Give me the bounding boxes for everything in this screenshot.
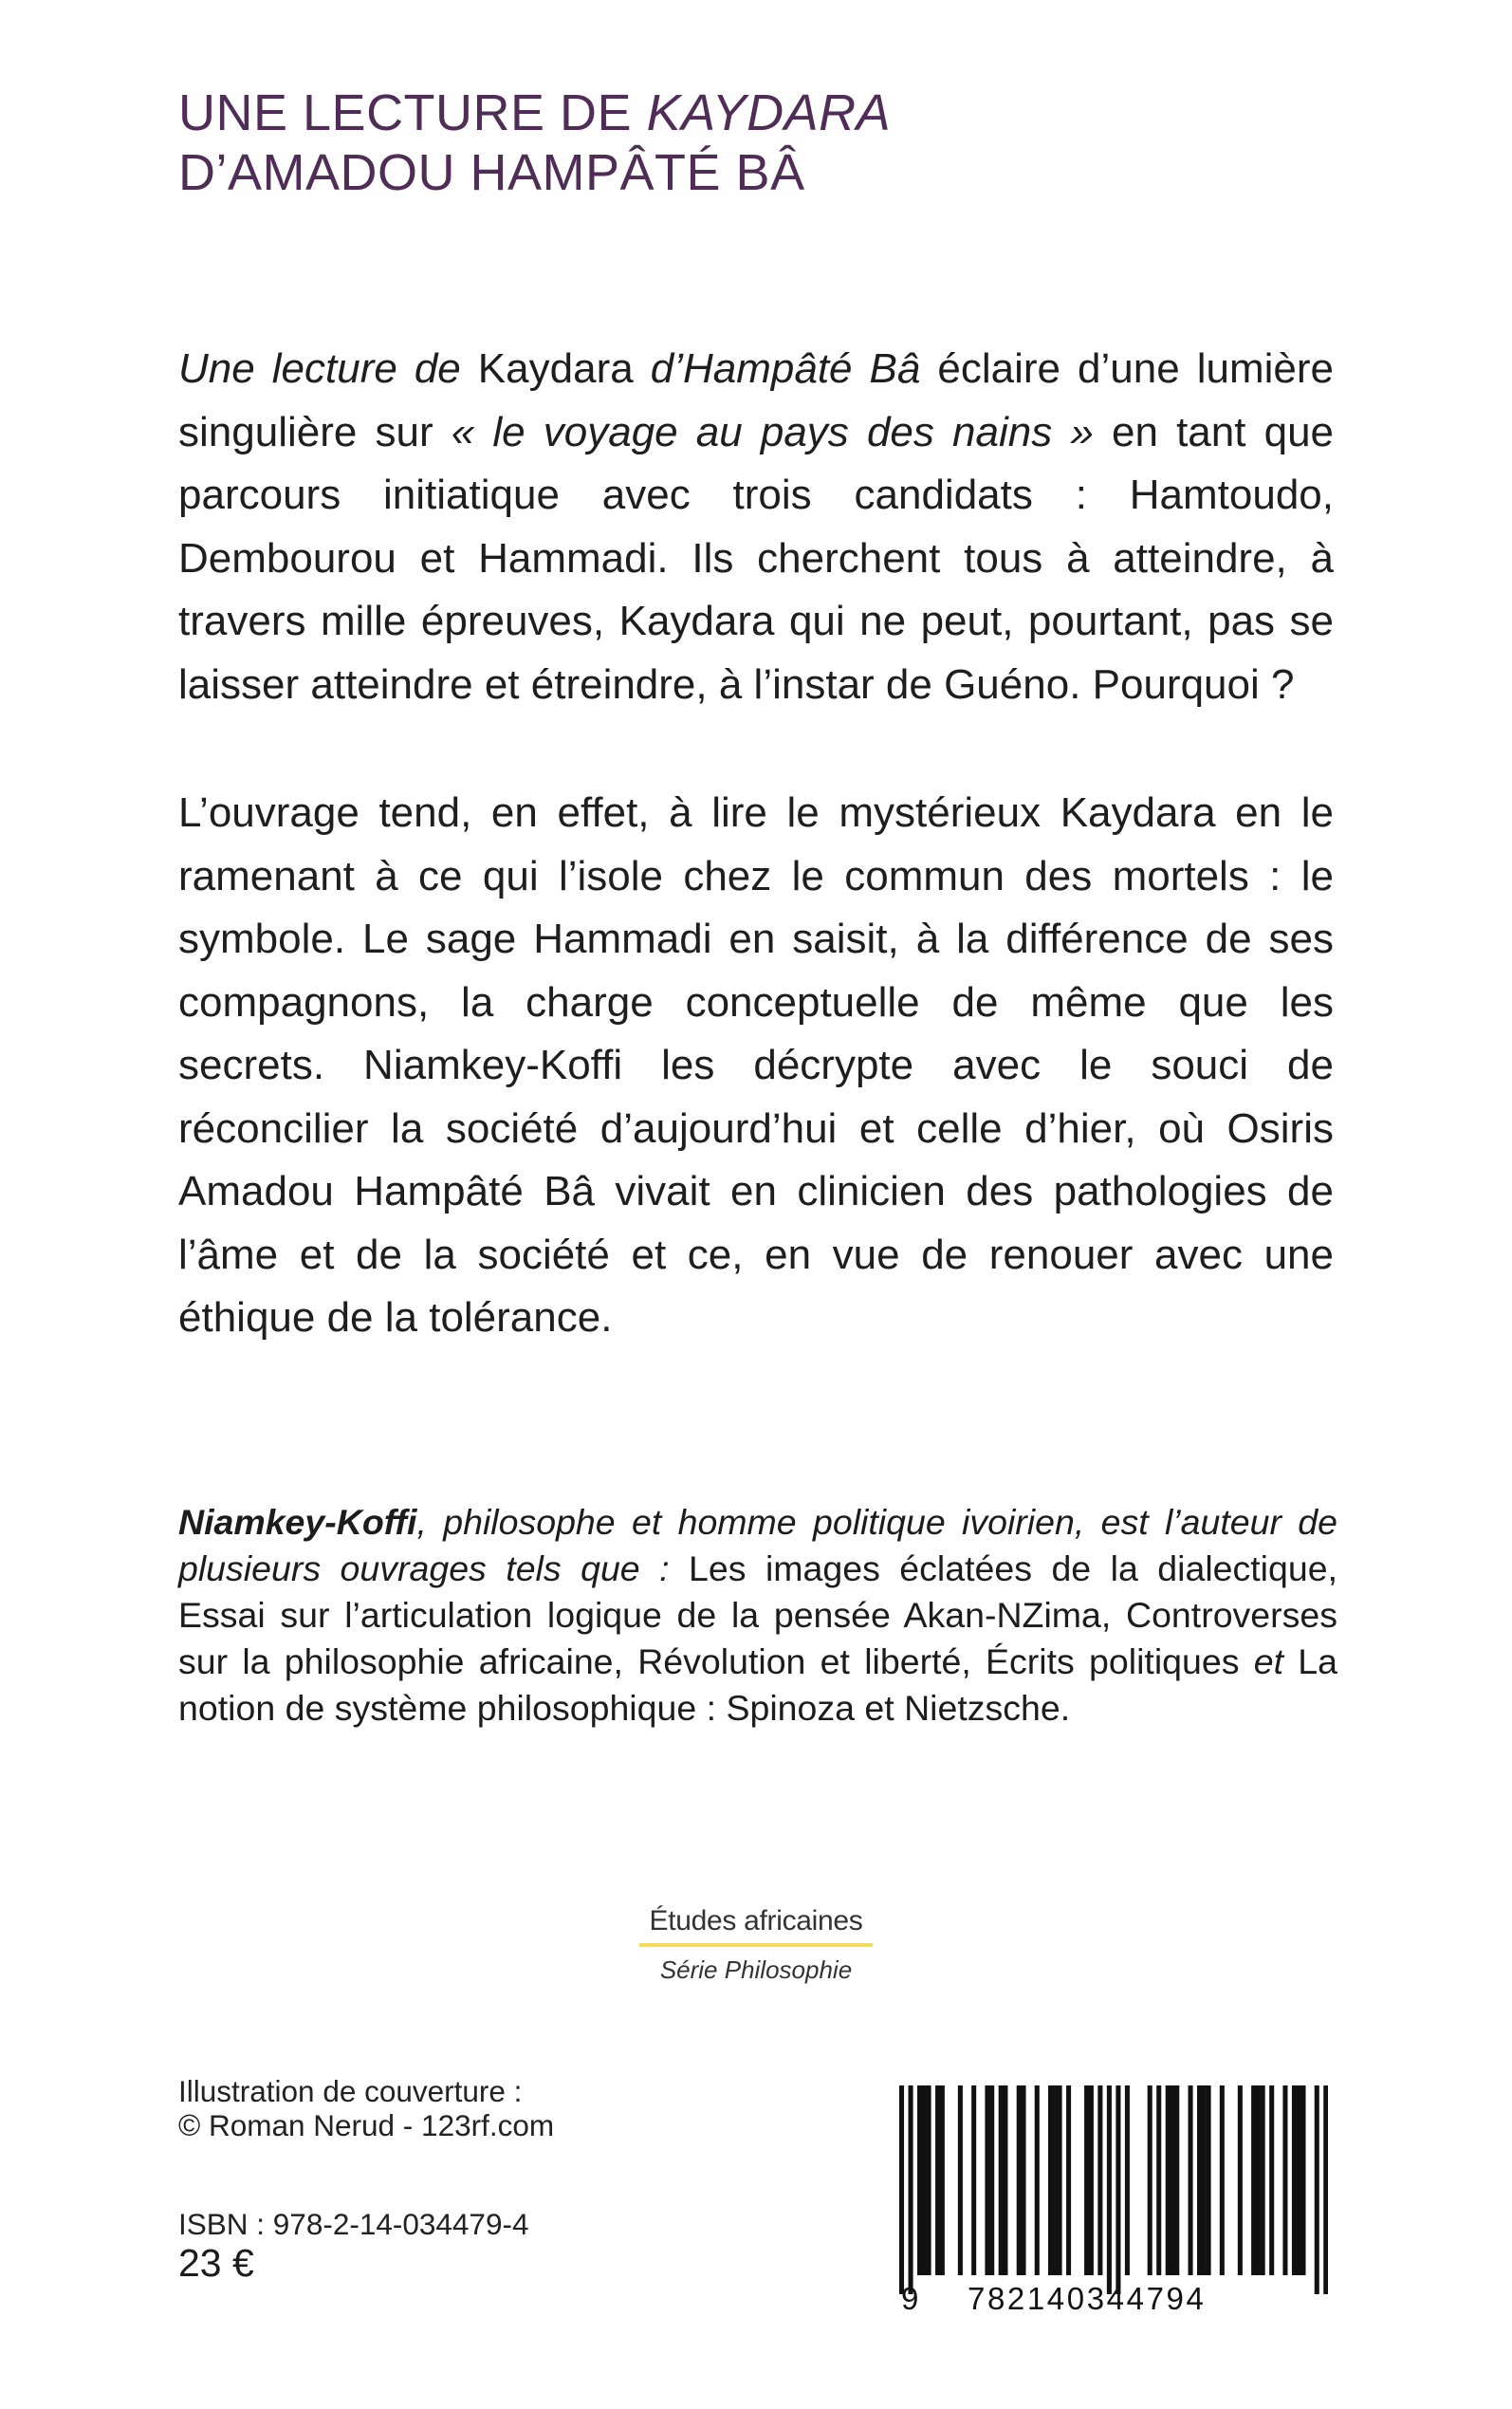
barcode-bar [1089, 2085, 1094, 2275]
barcode-digits-rest: 782140344794 [968, 2281, 1207, 2316]
barcode-bar [1207, 2085, 1211, 2275]
barcode-bar [899, 2085, 904, 2294]
barcode-bar [927, 2085, 931, 2275]
barcode-bar [1256, 2085, 1261, 2275]
barcode-bar [985, 2085, 989, 2275]
barcode-bar [1035, 2085, 1040, 2275]
barcode-bar [1003, 2085, 1007, 2275]
author-name: Niamkey-Koffi [178, 1502, 417, 1542]
barcode-bar [1048, 2085, 1053, 2275]
barcode-bar [971, 2085, 976, 2275]
collection-name: Études africaines [649, 1905, 863, 1936]
barcode-first-digit: 9 [901, 2281, 919, 2316]
barcode-bar [1156, 2085, 1161, 2275]
collection-series: Série Philosophie [659, 1955, 853, 1984]
barcode-bar [1053, 2085, 1058, 2275]
barcode [899, 2085, 1328, 2294]
title-line-1: UNE LECTURE DE KAYDARA [178, 84, 892, 141]
barcode-bar [909, 2085, 913, 2294]
credit-line-1: Illustration de couverture : [178, 2074, 523, 2108]
barcode-bar [1017, 2085, 1022, 2275]
barcode-bar [1297, 2085, 1301, 2275]
barcode-bar [1107, 2085, 1112, 2294]
barcode-bar [1058, 2085, 1062, 2275]
summary-paragraph-1: Une lecture de Kaydara d’Hampâté Bâ éclaire d’une lumière singulière sur « le voyage au pays des nains » en tant que parcours initiatique avec trois candidats : Hamtoudo, Dembourou et Hammadi. Ils cherchent tous à atteindre, à travers mille épreuves, Kaydara qui ne peut, pourtant, pas se laisser atteindre et étreindre, à l’instar de Guéno. Pourquoi ? [178, 345, 1335, 708]
barcode-bar [1251, 2085, 1256, 2275]
barcode-bar [1315, 2085, 1319, 2294]
barcode-bar [922, 2085, 927, 2275]
barcode-bars [899, 2085, 1328, 2294]
barcode-bar [1170, 2085, 1174, 2275]
isbn: ISBN : 978-2-14-034479-4 [178, 2207, 529, 2241]
barcode-bar [1148, 2085, 1152, 2275]
title-italic: KAYDARA [646, 84, 892, 141]
barcode-bar [1292, 2085, 1297, 2275]
collection-logo [639, 1902, 873, 1986]
book-title [178, 83, 891, 203]
barcode-bar [1066, 2085, 1071, 2275]
barcode-bar [935, 2085, 940, 2275]
author-bio: Niamkey-Koffi, philosophe et homme politique ivoirien, est l’auteur de plusieurs ouvrages tels que : Les images éclatées de la dialectique, Essai sur l’articulation logique de la pensée Akan-NZima, Controverses sur la philosophie africaine, Révolution et liberté, Écrits politiques et La notion de système philosophique : Spinoza et Nietzsche. [178, 1502, 1338, 1728]
price: 23 € [178, 2241, 254, 2285]
barcode-bar [1097, 2085, 1102, 2275]
barcode-bar [1174, 2085, 1179, 2275]
barcode-bar [1116, 2085, 1120, 2294]
barcode-bar [1323, 2085, 1328, 2294]
barcode-bar [1125, 2085, 1130, 2275]
title-line-2: D’AMADOU HAMPÂTÉ BÂ [178, 144, 805, 201]
barcode-bar [1197, 2085, 1202, 2275]
barcode-bar [1202, 2085, 1207, 2275]
cover-credit [178, 2074, 554, 2142]
barcode-bar [958, 2085, 963, 2275]
barcode-bar [999, 2085, 1004, 2275]
barcode-bar [1269, 2085, 1274, 2275]
barcode-bar [1189, 2085, 1193, 2275]
barcode-bar [1021, 2085, 1025, 2275]
barcode-bar [1282, 2085, 1287, 2275]
collection-rule [639, 1943, 873, 1947]
barcode-bar [1238, 2085, 1243, 2275]
barcode-bar [1166, 2085, 1171, 2275]
barcode-bar [1220, 2085, 1225, 2275]
summary-paragraph-2: L’ouvrage tend, en effet, à lire le mystérieux Kaydara en le ramenant à ce qui l’isole chez le commun des mortels : le symbole. Le sage Hammadi en saisit, à la différence de ses compagnons, la charge conceptuelle de même que les secrets. Niamkey-Koffi les décrypte avec le souci de réconcilier la société d’aujourd’hui et celle d’hier, où Osiris Amadou Hampâté Bâ vivait en clinicien des pathologies de l’âme et de la société et ce, en vue de renouer avec une éthique de la tolérance. [178, 789, 1334, 1341]
barcode-bar [917, 2085, 922, 2275]
barcode-bar [1084, 2085, 1089, 2275]
barcode-bar [989, 2085, 994, 2275]
barcode-bar [940, 2085, 945, 2275]
barcode-bar [1300, 2085, 1305, 2275]
credit-line-2: © Roman Nerud - 123rf.com [178, 2108, 555, 2142]
barcode-bar [1261, 2085, 1265, 2275]
